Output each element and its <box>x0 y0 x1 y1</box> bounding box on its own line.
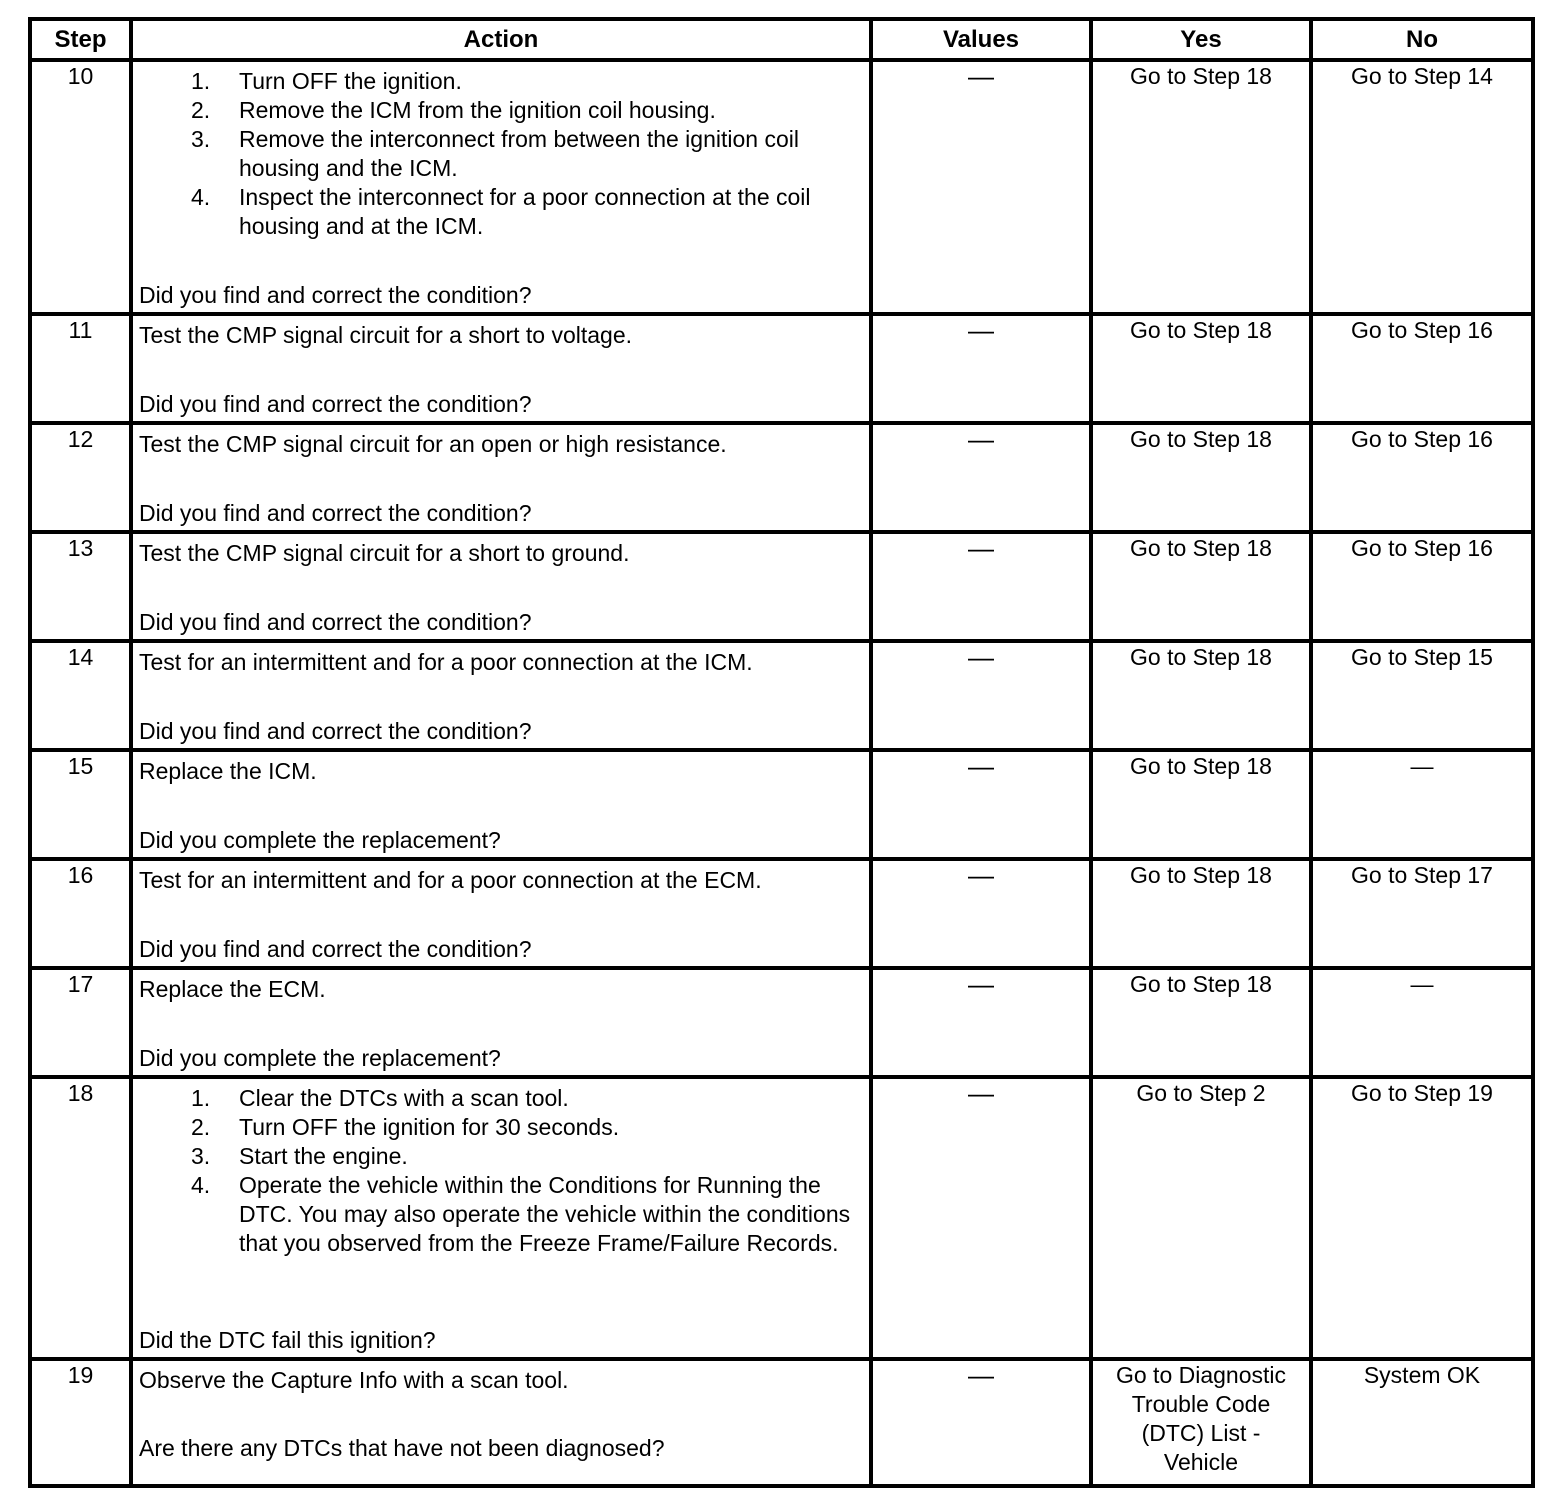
action-text: Replace the ECM. <box>139 976 326 1002</box>
values-cell: — <box>871 968 1091 1077</box>
action-question: Did you find and correct the condition? <box>139 718 532 744</box>
table-row <box>30 1077 1533 1359</box>
step-number: 16 <box>30 859 131 968</box>
no-cell: — <box>1311 968 1533 1077</box>
yes-cell: Go to Step 2 <box>1091 1077 1311 1359</box>
values-cell: — <box>871 423 1091 532</box>
action-question: Did you complete the replacement? <box>139 827 501 853</box>
header-no: No <box>1311 19 1533 60</box>
yes-cell: Go to Step 18 <box>1091 750 1311 859</box>
header-action: Action <box>131 19 871 60</box>
yes-cell: Go to Step 18 <box>1091 314 1311 423</box>
action-cell <box>131 968 871 1077</box>
yes-cell: Go to Diagnostic Trouble Code (DTC) List - Vehicle <box>1091 1359 1311 1486</box>
yes-cell: Go to Step 18 <box>1091 423 1311 532</box>
step-number: 17 <box>30 968 131 1077</box>
action-question: Did you complete the replacement? <box>139 1045 501 1071</box>
no-cell: Go to Step 15 <box>1311 641 1533 750</box>
action-cell <box>131 532 871 641</box>
action-cell <box>131 750 871 859</box>
list-item: 4. Inspect the interconnect for a poor connection at the coil housing and at the ICM. <box>191 184 811 239</box>
table-row <box>30 314 1533 423</box>
no-cell: Go to Step 16 <box>1311 532 1533 641</box>
table-row <box>30 1359 1533 1486</box>
action-text: Test the CMP signal circuit for a short to voltage. <box>139 322 633 348</box>
table-row <box>30 750 1533 859</box>
step-number: 14 <box>30 641 131 750</box>
action-list <box>139 67 863 241</box>
table-row <box>30 423 1533 532</box>
values-cell: — <box>871 750 1091 859</box>
action-question: Did you find and correct the condition? <box>139 936 532 962</box>
no-cell: — <box>1311 750 1533 859</box>
action-question: Did you find and correct the condition? <box>139 391 532 417</box>
yes-cell: Go to Step 18 <box>1091 532 1311 641</box>
no-cell: System OK <box>1311 1359 1533 1486</box>
action-question: Did the DTC fail this ignition? <box>139 1327 436 1353</box>
table-row <box>30 859 1533 968</box>
action-text: Test for an intermittent and for a poor connection at the ECM. <box>139 867 762 893</box>
values-cell: — <box>871 1077 1091 1359</box>
action-question: Did you find and correct the condition? <box>139 609 532 635</box>
list-item: 2. Remove the ICM from the ignition coil housing. <box>191 97 716 123</box>
no-cell: Go to Step 19 <box>1311 1077 1533 1359</box>
list-item: 1. Clear the DTCs with a scan tool. <box>191 1085 569 1111</box>
yes-cell: Go to Step 18 <box>1091 60 1311 314</box>
list-item: 4. Operate the vehicle within the Conditions for Running the DTC. You may also operate the vehicle within the conditions that you observed from the Freeze Frame/Failure Records. <box>191 1172 851 1256</box>
action-question: Did you find and correct the condition? <box>139 282 532 308</box>
values-cell: — <box>871 314 1091 423</box>
header-yes: Yes <box>1091 19 1311 60</box>
header-step: Step <box>30 19 131 60</box>
action-text: Observe the Capture Info with a scan tool. <box>139 1367 569 1393</box>
action-text: Test the CMP signal circuit for an open or high resistance. <box>139 431 727 457</box>
step-number: 18 <box>30 1077 131 1359</box>
action-text: Replace the ICM. <box>139 758 317 784</box>
step-number: 10 <box>30 60 131 314</box>
values-cell: — <box>871 859 1091 968</box>
action-text: Test the CMP signal circuit for a short to ground. <box>139 540 630 566</box>
action-cell <box>131 314 871 423</box>
values-cell: — <box>871 60 1091 314</box>
table-row <box>30 532 1533 641</box>
table-row <box>30 641 1533 750</box>
yes-cell: Go to Step 18 <box>1091 859 1311 968</box>
step-number: 15 <box>30 750 131 859</box>
action-cell <box>131 423 871 532</box>
yes-cell: Go to Step 18 <box>1091 641 1311 750</box>
no-cell: Go to Step 17 <box>1311 859 1533 968</box>
no-cell: Go to Step 14 <box>1311 60 1533 314</box>
header-values: Values <box>871 19 1091 60</box>
action-text: Test for an intermittent and for a poor connection at the ICM. <box>139 649 753 675</box>
yes-cell: Go to Step 18 <box>1091 968 1311 1077</box>
list-item: 1. Turn OFF the ignition. <box>191 68 462 94</box>
action-cell <box>131 1077 871 1359</box>
no-cell: Go to Step 16 <box>1311 423 1533 532</box>
step-number: 11 <box>30 314 131 423</box>
table-row <box>30 60 1533 314</box>
action-question: Are there any DTCs that have not been diagnosed? <box>139 1435 665 1461</box>
list-item: 2. Turn OFF the ignition for 30 seconds. <box>191 1114 620 1140</box>
action-cell <box>131 859 871 968</box>
action-list <box>139 1084 863 1258</box>
action-question: Did you find and correct the condition? <box>139 500 532 526</box>
values-cell: — <box>871 532 1091 641</box>
no-cell: Go to Step 16 <box>1311 314 1533 423</box>
list-item: 3. Remove the interconnect from between the ignition coil housing and the ICM. <box>191 126 799 181</box>
values-cell: — <box>871 1359 1091 1486</box>
diagnostic-table <box>28 17 1535 1488</box>
action-cell <box>131 641 871 750</box>
step-number: 13 <box>30 532 131 641</box>
action-cell <box>131 1359 871 1486</box>
list-item: 3. Start the engine. <box>191 1143 408 1169</box>
header-row <box>30 19 1533 60</box>
step-number: 19 <box>30 1359 131 1486</box>
values-cell: — <box>871 641 1091 750</box>
action-cell <box>131 60 871 314</box>
step-number: 12 <box>30 423 131 532</box>
table-row <box>30 968 1533 1077</box>
